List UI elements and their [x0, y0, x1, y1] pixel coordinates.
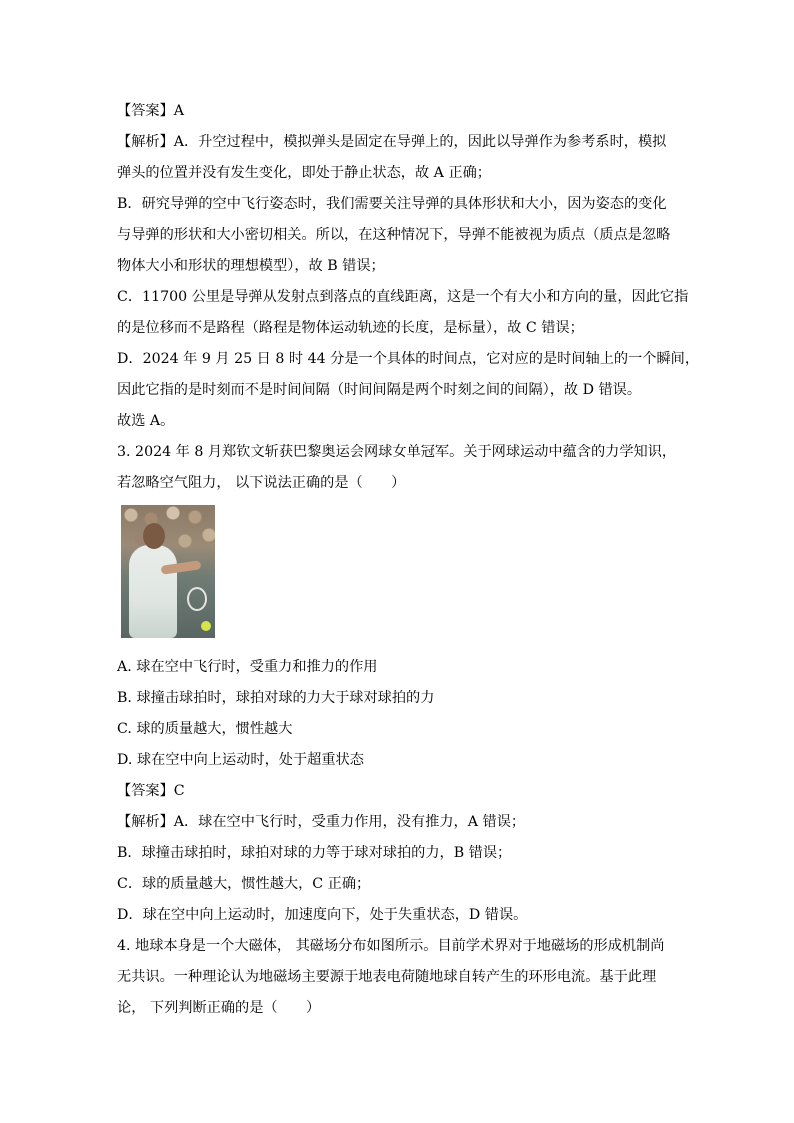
- photo-player-head: [143, 523, 165, 549]
- question-4-stem-line3: 论， 下列判断正确的是（ ）: [117, 1000, 321, 1016]
- analysis-q2-line1: 【解析】A．升空过程中，模拟弹头是固定在导弹上的，因此以导弹作为参考系时，模拟: [117, 134, 667, 150]
- analysis-q2-line7: 的是位移而不是路程（路程是物体运动轨迹的长度，是标量），故 C 错误；: [117, 320, 584, 336]
- photo-crowd: [121, 505, 215, 553]
- document-page: [117, 96, 700, 1024]
- question-3-stem-line1: 3. 2024 年 8 月郑钦文斩获巴黎奥运会网球女单冠军。关于网球运动中蕴含的力学知识，: [117, 444, 677, 460]
- option-c: C. 球的质量越大，惯性越大: [117, 721, 293, 737]
- analysis-q3-line3: C．球的质量越大，惯性越大，C 正确；: [117, 876, 371, 892]
- analysis-q2-line8: D．2024 年 9 月 25 日 8 时 44 分是一个具体的时间点，它对应的是时间轴上的一个瞬间，: [117, 351, 700, 367]
- analysis-q3-line1: 【解析】A．球在空中飞行时，受重力作用，没有推力，A 错误；: [117, 814, 526, 830]
- analysis-q3-line4: D．球在空中向上运动时，加速度向下，处于失重状态，D 错误。: [117, 907, 528, 923]
- option-b: B. 球撞击球拍时，球拍对球的力大于球对球拍的力: [117, 690, 435, 706]
- analysis-q3-line2: B．球撞击球拍时，球拍对球的力等于球对球拍的力，B 错误；: [117, 845, 512, 861]
- conclusion-q2: 故选 A。: [117, 413, 175, 429]
- analysis-q2-line2: 弹头的位置并没有发生变化，即处于静止状态，故 A 正确；: [117, 165, 491, 181]
- option-d: D. 球在空中向上运动时，处于超重状态: [117, 752, 364, 768]
- question-4-stem-line2: 无共识。一种理论认为地磁场主要源于地表电荷随地球自转产生的环形电流。基于此理: [117, 969, 657, 985]
- option-a: A. 球在空中飞行时，受重力和推力的作用: [117, 659, 378, 675]
- analysis-q2-line4: 与导弹的形状和大小密切相关。所以，在这种情况下，导弹不能被视为质点（质点是忽略: [117, 227, 671, 243]
- photo-tennis-ball: [201, 621, 211, 631]
- answer-q2: 【答案】A: [117, 103, 184, 119]
- question-4-stem-line1: 4. 地球本身是一个大磁体， 其磁场分布如图所示。目前学术界对于地磁场的形成机制尚: [117, 938, 665, 954]
- analysis-q2-line3: B．研究导弹的空中飞行姿态时，我们需要关注导弹的具体形状和大小，因为姿态的变化: [117, 196, 667, 212]
- analysis-q2-line5: 物体大小和形状的理想模型），故 B 错误；: [117, 258, 385, 274]
- tennis-player-photo: [121, 505, 215, 638]
- photo-racket: [187, 587, 207, 611]
- photo-player-body: [129, 545, 177, 638]
- analysis-q2-line6: C．11700 公里是导弹从发射点到落点的直线距离，这是一个有大小和方向的量，因此它指: [117, 289, 689, 305]
- analysis-q2-line9: 因此它指的是时刻而不是时间间隔（时间间隔是两个时刻之间的间隔），故 D 错误。: [117, 382, 642, 398]
- question-3-stem-line2: 若忽略空气阻力， 以下说法正确的是（ ）: [117, 475, 406, 491]
- answer-q3: 【答案】C: [117, 783, 185, 799]
